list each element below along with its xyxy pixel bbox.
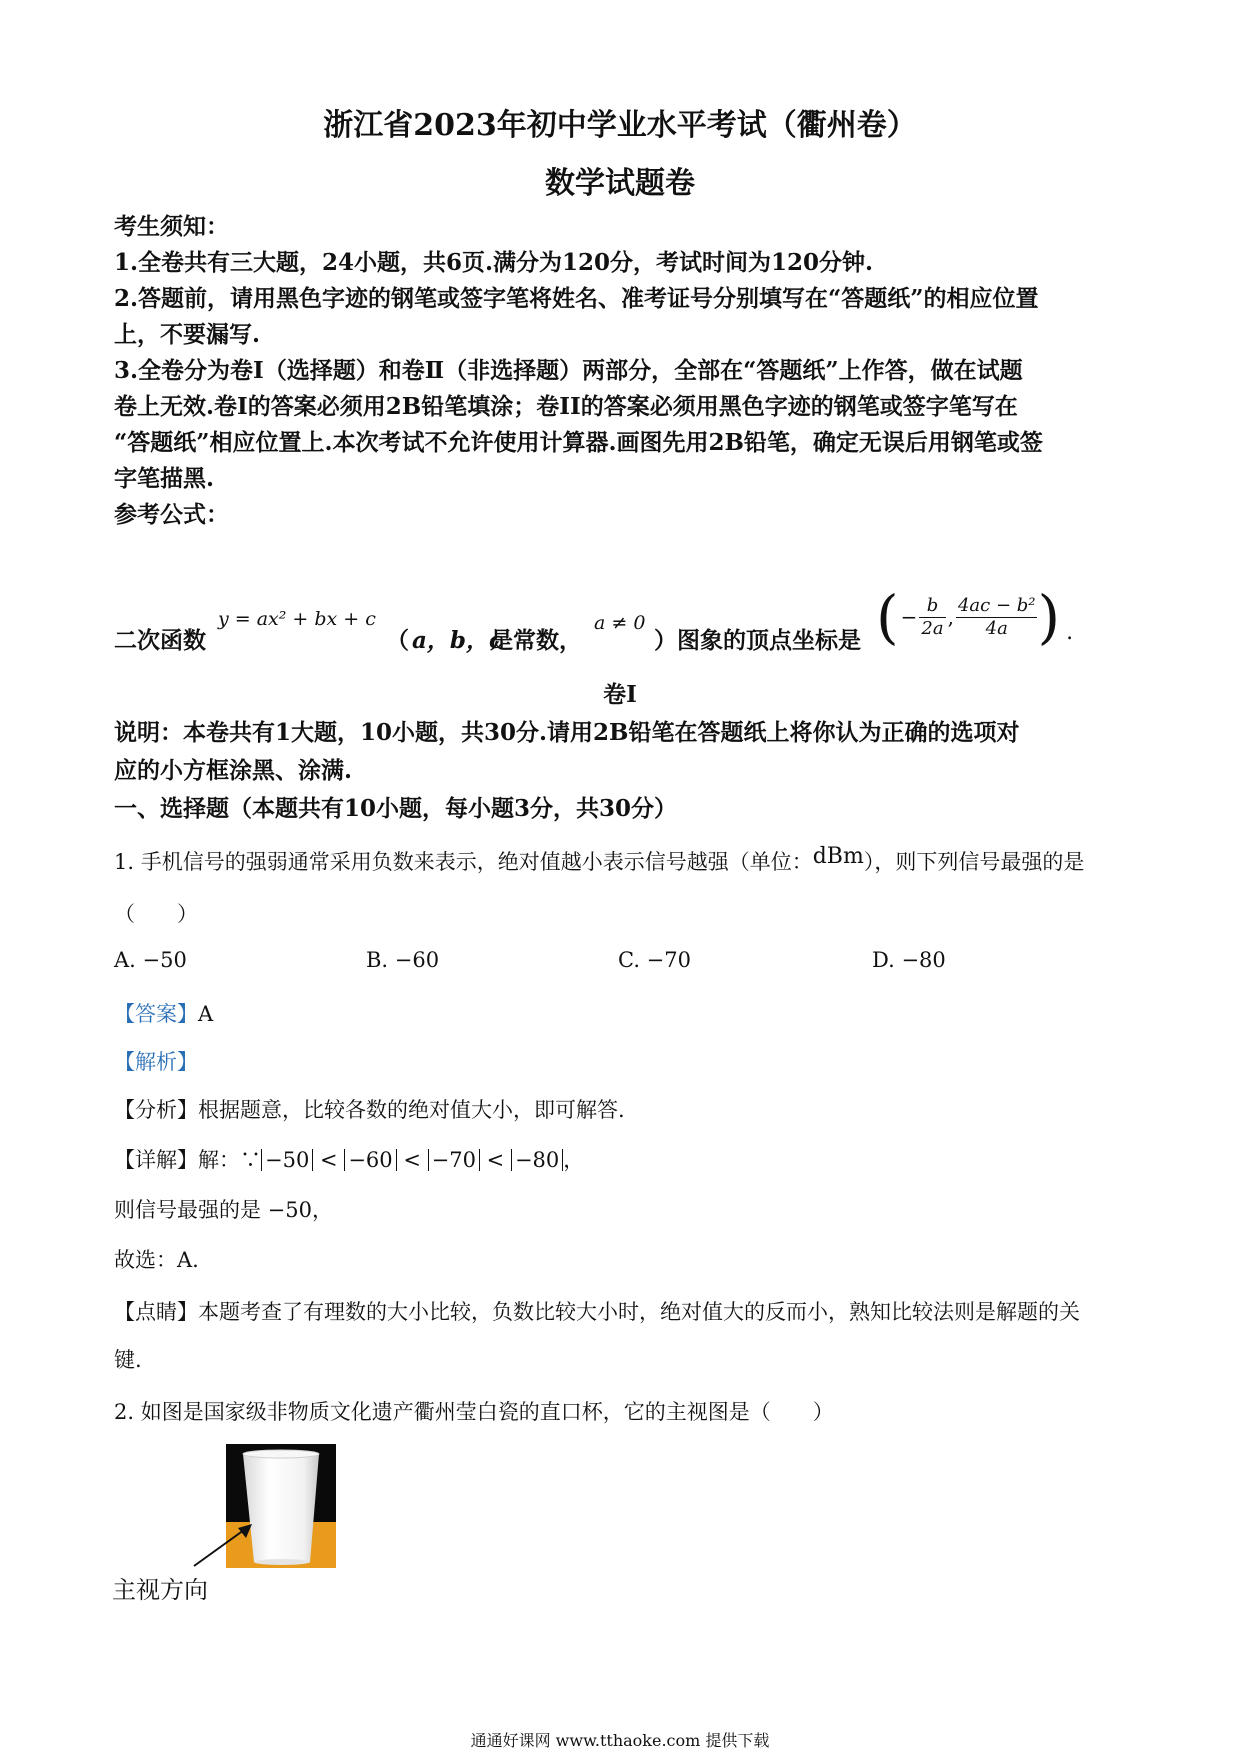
formula-expression: y = ax² + bx + c [218,608,376,630]
q1-conclusion: 则信号最强的是 −50， [114,1198,333,1222]
notice-line-2b: 上，不要漏写. [114,321,261,348]
abs-value-2: −60 [344,1149,396,1171]
formula-cond-text: 是常数， [490,627,582,654]
formula-vertex-text: ）图象的顶点坐标是 [654,627,861,654]
q1-comment-a: 【点睛】本题考查了有理数的大小比较，负数比较大小时，绝对值大的反而小，熟知比较法则是解题的关 [114,1300,1080,1324]
vertex-coordinate: ( − $\frac{b}{2a}$ , $\frac{\text{4ac − b²}}{4a}$ ) . [876,583,1074,651]
vertex-x-fraction: $\frac{b}{2a}$ [921,594,944,639]
section-title: 卷Ⅰ [603,681,637,708]
q1-analysis-tag: 【解析】 [114,1050,198,1074]
formula-cond-vars: a，b，c [412,627,503,654]
exam-subtitle: 数学试题卷 [545,166,695,201]
notice-line-3b: 卷上无效.卷Ⅰ的答案必须用2B铅笔填涂；卷II的答案必须用黑色字迹的钢笔或签字笔写在 [114,393,1018,420]
notice-line-1: 1.全卷共有三大题，24小题，共6页.满分为120分，考试时间为120分钟. [114,249,874,276]
q1-option-d: D. −80 [872,948,946,972]
q1-choose: 故选：A. [114,1248,199,1272]
vertex-y-fraction: $\frac{\text{4ac − b²}}{4a}$ [957,594,1036,639]
abs-value-1: −50 [261,1149,313,1171]
notice-line-2a: 2.答题前，请用黑色字迹的钢笔或签字笔将姓名、准考证号分别填写在“答题纸”的相应位置 [114,285,1039,312]
exam-title: 浙江省2023年初中学业水平考试（衢州卷） [323,108,917,143]
section-desc-a: 说明：本卷共有1大题，10小题，共30分.请用2B铅笔在答题纸上将你认为正确的选项对 [114,719,1020,746]
abs-value-3: −70 [428,1149,480,1171]
part-title: 一、选择题（本题共有10小题，每小题3分，共30分） [114,795,678,822]
q1-unit: dBm [812,844,864,869]
notice-line-3a: 3.全卷分为卷Ⅰ（选择题）和卷Ⅱ（非选择题）两部分，全部在“答题纸”上作答，做在试题 [114,357,1023,384]
q1-option-a: A. −50 [114,948,187,972]
q1-fenxi: 【分析】根据题意，比较各数的绝对值大小，即可解答. [114,1098,625,1122]
abs-value-4: −80 [511,1149,563,1171]
q1-option-b: B. −60 [366,948,440,972]
notice-line-3c: “答题纸”相应位置上.本次考试不允许使用计算器.画图先用2B铅笔，确定无误后用钢笔或签 [114,429,1043,456]
view-direction-arrow [190,1520,260,1570]
q1-answer: 【答案】A [114,1002,214,1026]
formula-heading: 参考公式： [114,501,229,528]
q1-stem: 1. 手机信号的强弱通常采用负数来表示，绝对值越小表示信号越强（单位：dBm），则下列信号最强的是 [114,844,1085,874]
notice-line-3d: 字笔描黑. [114,465,215,492]
section-desc-b: 应的小方框涂黑、涂满. [114,757,353,784]
formula-cond-open: （ [386,627,409,654]
q1-option-c: C. −70 [618,948,691,972]
formula-prefix: 二次函数 [114,627,206,654]
notice-heading: 考生须知： [114,213,229,240]
formula-cond-nonzero: a ≠ 0 [594,612,646,634]
view-direction-label: 主视方向 [112,1576,208,1604]
footer-source: 通通好课网 www.tthaoke.com 提供下载 [470,1731,770,1750]
q1-detail: 【详解】解：∵ −50 < −60 < −70 < −80 ， [114,1148,585,1172]
q1-paren: （ ） [114,902,198,926]
q1-comment-b: 键. [114,1348,142,1372]
q2-stem: 2. 如图是国家级非物质文化遗产衢州莹白瓷的直口杯，它的主视图是（ ） [114,1400,834,1424]
